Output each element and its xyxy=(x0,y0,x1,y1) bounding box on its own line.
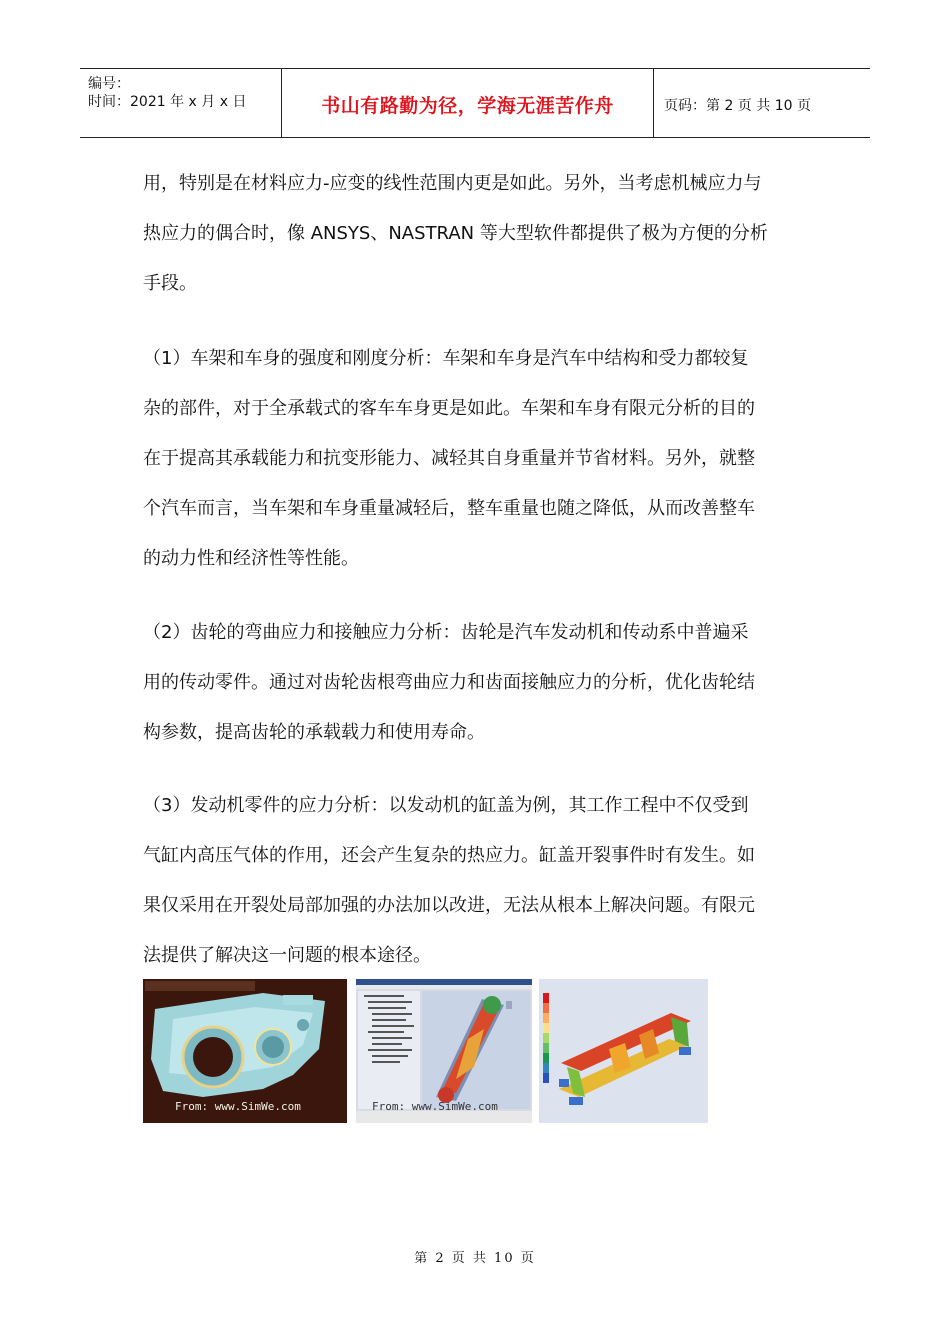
watermark: From: www.SimWe.com xyxy=(175,1100,301,1113)
text-line: （1）车架和车身的强度和刚度分析：车架和车身是汽车中结构和受力都较复 xyxy=(143,348,749,369)
page-footer: 第 2 页 共 10 页 xyxy=(414,1251,536,1266)
fea-image-catia-part xyxy=(356,979,532,1123)
text-line: （2）齿轮的弯曲应力和接触应力分析：齿轮是汽车发动机和传动系中普遍采 xyxy=(143,622,749,643)
fea-image-cylinder-head xyxy=(143,979,347,1123)
text-line: 热应力的偶合时，像 ANSYS、NASTRAN 等大型软件都提供了极为方便的分析 xyxy=(143,223,768,244)
text-line: （3）发动机零件的应力分析：以发动机的缸盖为例，其工作工程中不仅受到 xyxy=(143,795,749,816)
paragraph-intro xyxy=(143,159,811,309)
text-line: 用，特别是在材料应力-应变的线性范围内更是如此。另外，当考虑机械应力与 xyxy=(143,173,762,194)
document-date: 时间：2021 年 x 月 x 日 xyxy=(88,94,247,110)
paragraph-engine-analysis xyxy=(143,781,811,981)
paragraph-frame-body-analysis xyxy=(143,334,811,584)
paragraph-gear-analysis xyxy=(143,608,811,758)
text-line: 杂的部件，对于全承载式的客车车身更是如此。车架和车身有限元分析的目的 xyxy=(143,398,755,419)
header-motto: 书山有路勤为径，学海无涯苦作舟 xyxy=(321,95,614,117)
text-line: 法提供了解决这一问题的根本途径。 xyxy=(143,945,431,966)
text-line: 手段。 xyxy=(143,273,197,294)
fea-image-chassis-frame xyxy=(539,979,708,1123)
header-table xyxy=(80,68,870,138)
header-center-cell xyxy=(282,69,654,137)
text-line: 果仅采用在开裂处局部加强的办法加以改进，无法从根本上解决问题。有限元 xyxy=(143,895,755,916)
document-number-label: 编号： xyxy=(88,76,130,92)
header-left-cell xyxy=(80,69,282,137)
chassis-frame-illustration xyxy=(539,979,708,1123)
text-line: 个汽车而言，当车架和车身重量减轻后，整车重量也随之降低，从而改善整车 xyxy=(143,498,755,519)
text-line: 气缸内高压气体的作用，还会产生复杂的热应力。缸盖开裂事件时有发生。如 xyxy=(143,845,755,866)
watermark: From: www.SimWe.com xyxy=(372,1100,498,1113)
header-page-info: 页码：第 2 页 共 10 页 xyxy=(664,98,811,114)
text-line: 的动力性和经济性等性能。 xyxy=(143,548,359,569)
text-line: 在于提高其承载能力和抗变形能力、减轻其自身重量并节省材料。另外，就整 xyxy=(143,448,755,469)
text-line: 构参数，提高齿轮的承载载力和使用寿命。 xyxy=(143,722,485,743)
header-right-cell xyxy=(654,69,870,137)
color-legend xyxy=(543,993,549,1083)
text-line: 用的传动零件。通过对齿轮齿根弯曲应力和齿面接触应力的分析，优化齿轮结 xyxy=(143,672,755,693)
